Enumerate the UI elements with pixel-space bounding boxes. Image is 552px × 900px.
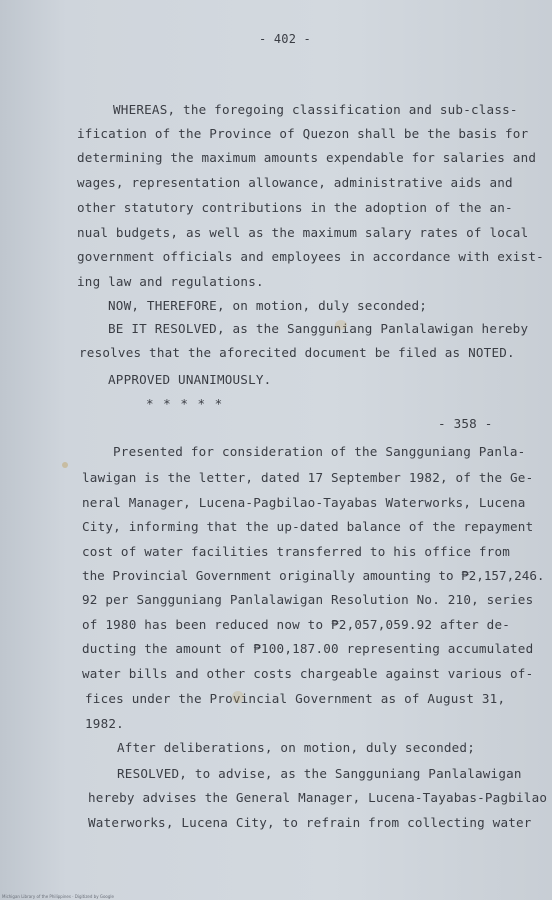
text-line: 92 per Sangguniang Panlalawigan Resolution No. 210, series bbox=[82, 592, 534, 607]
text-line: water bills and other costs chargeable against various of- bbox=[82, 666, 534, 681]
text-line: of 1980 has been reduced now to ₱2,057,059.92 after de- bbox=[82, 617, 511, 632]
text-line: neral Manager, Lucena-Pagbilao-Tayabas Waterworks, Lucena bbox=[82, 495, 526, 510]
paper-stain bbox=[232, 691, 244, 703]
text-line: nual budgets, as well as the maximum salary rates of local bbox=[77, 225, 529, 240]
separator-asterisks: * * * * * bbox=[146, 396, 224, 411]
page-number: - 402 - bbox=[259, 32, 311, 46]
paper-stain bbox=[335, 320, 347, 330]
text-line: fices under the Provincial Government as of August 31, bbox=[85, 691, 506, 706]
text-line: WHEREAS, the foregoing classification and sub-class- bbox=[113, 102, 518, 117]
text-line: determining the maximum amounts expendable for salaries and bbox=[77, 150, 537, 165]
text-line: hereby advises the General Manager, Lucena-Tayabas-Pagbilao bbox=[88, 790, 548, 805]
text-line: RESOLVED, to advise, as the Sangguniang Panlalawigan bbox=[117, 766, 522, 781]
text-line: BE IT RESOLVED, as the Sangguniang Panlalawigan hereby bbox=[108, 321, 529, 336]
text-line: ification of the Province of Quezon shall be the basis for bbox=[77, 126, 529, 141]
text-line: resolves that the aforecited document be filed as NOTED. bbox=[79, 345, 515, 360]
text-line: lawigan is the letter, dated 17 September 1982, of the Ge- bbox=[82, 470, 534, 485]
text-line: 1982. bbox=[85, 716, 124, 731]
text-line: After deliberations, on motion, duly seconded; bbox=[117, 740, 475, 755]
text-line: Presented for consideration of the Sangguniang Panla- bbox=[113, 444, 526, 459]
text-line: Waterworks, Lucena City, to refrain from collecting water bbox=[88, 815, 532, 830]
text-line: NOW, THEREFORE, on motion, duly seconded; bbox=[108, 298, 428, 313]
item-number: - 358 - bbox=[438, 416, 493, 431]
text-line: government officials and employees in accordance with exist- bbox=[77, 249, 544, 264]
text-line: cost of water facilities transferred to his office from bbox=[82, 544, 511, 559]
text-line: ducting the amount of ₱100,187.00 representing accumulated bbox=[82, 641, 534, 656]
text-line: City, informing that the up-dated balance of the repayment bbox=[82, 519, 534, 534]
text-line: ing law and regulations. bbox=[77, 274, 264, 289]
text-line: APPROVED UNANIMOUSLY. bbox=[108, 372, 272, 387]
footer-credit: Michigan Library of the Philippines · Digitized by Google bbox=[2, 894, 114, 899]
paper-stain bbox=[62, 462, 68, 468]
text-line: other statutory contributions in the adoption of the an- bbox=[77, 200, 513, 215]
text-line: the Provincial Government originally amounting to ₱2,157,246. bbox=[82, 568, 545, 583]
text-line: wages, representation allowance, administrative aids and bbox=[77, 175, 513, 190]
